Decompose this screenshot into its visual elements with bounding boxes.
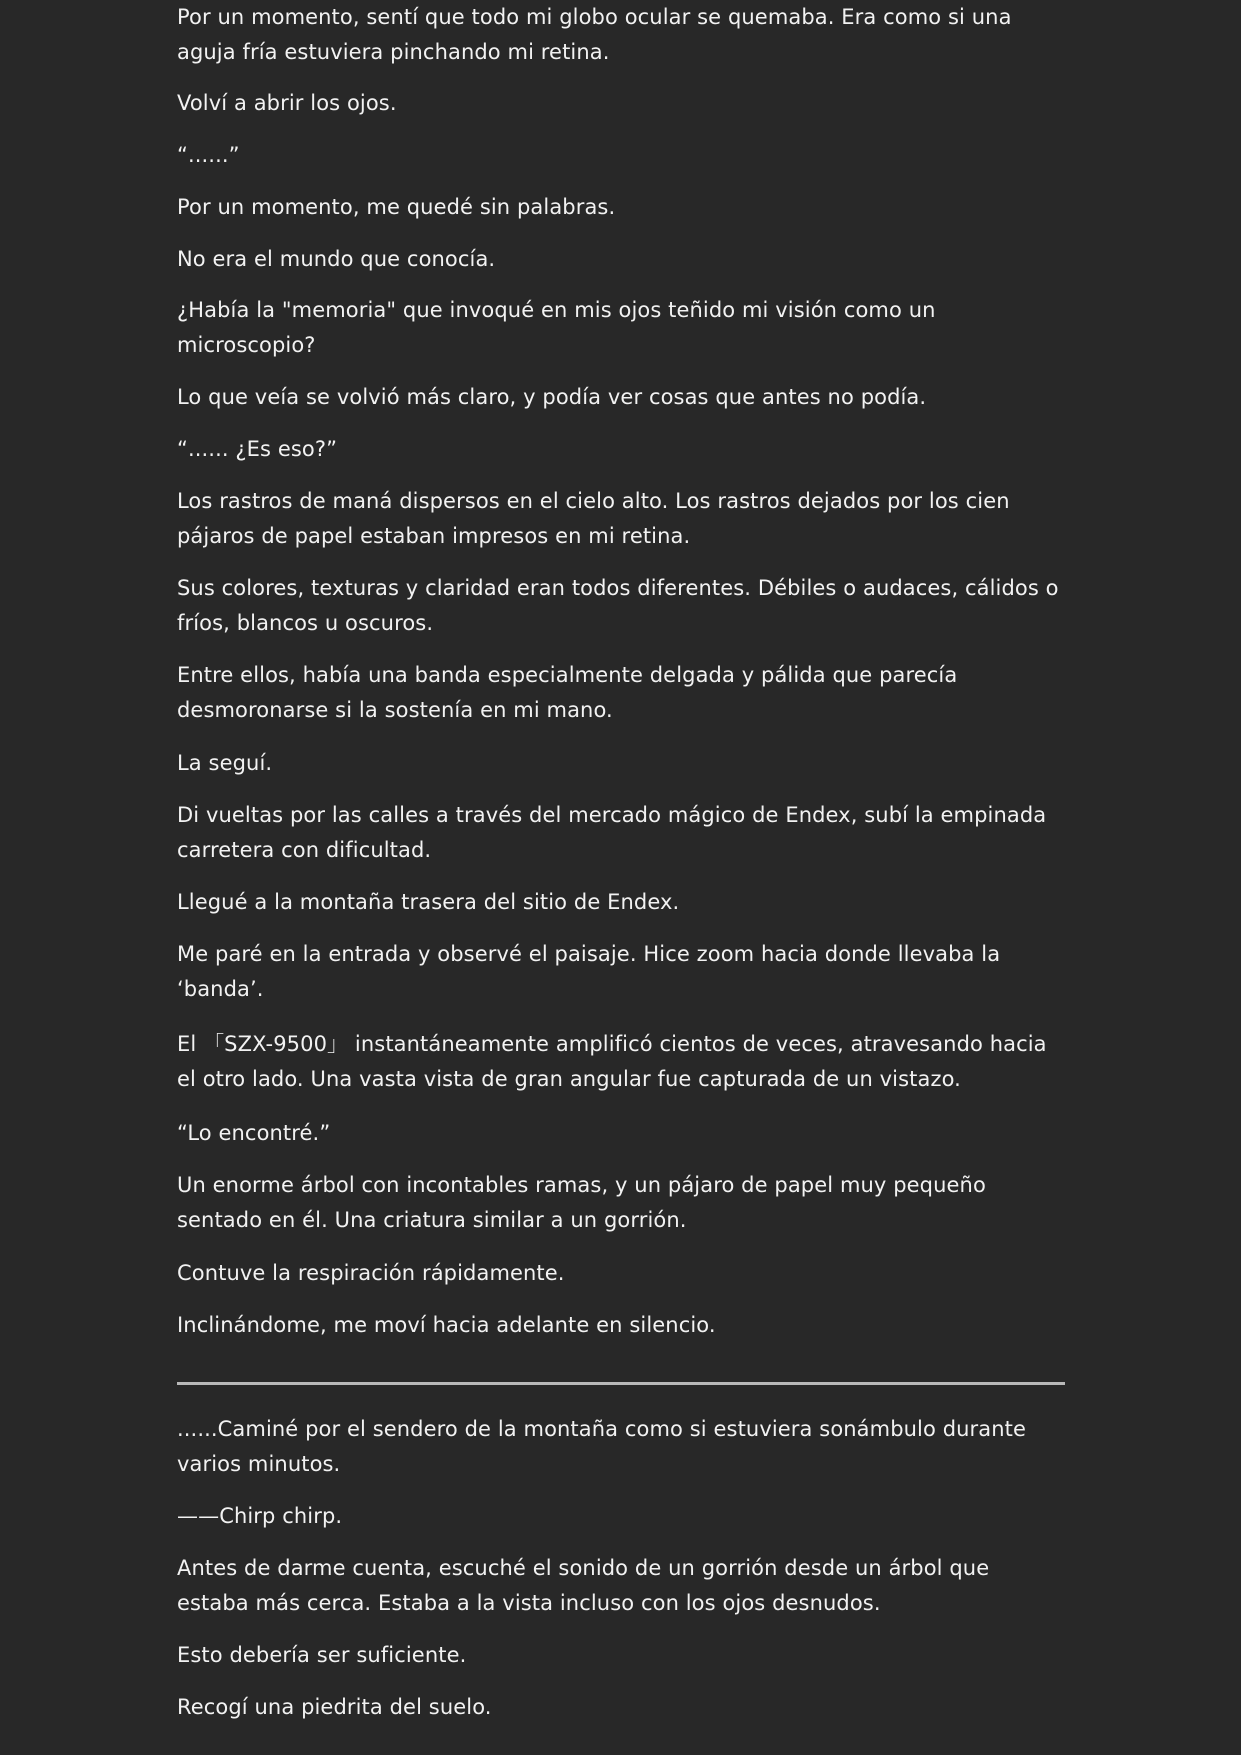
paragraph: El 「SZX-9500」 instantáneamente amplificó cientos de veces, atravesando hacia el otro lado. Una vasta vista de gran angular fue capturada de un vistazo. (177, 1032, 1047, 1091)
paragraph: Entre ellos, había una banda especialmente delgada y pálida que parecía desmoronarse si la sostenía en mi mano. (177, 663, 958, 722)
paragraph: Di vueltas por las calles a través del mercado mágico de Endex, subí la empinada carretera con dificultad. (177, 803, 1047, 862)
paragraph: Por un momento, me quedé sin palabras. (177, 195, 616, 219)
paragraph: Un enorme árbol con incontables ramas, y un pájaro de papel muy pequeño sentado en él. Una criatura similar a un gorrión. (177, 1173, 986, 1232)
paragraph: “...... ¿Es eso?” (177, 437, 338, 461)
paragraph: Me paré en la entrada y observé el paisaje. Hice zoom hacia donde llevaba la ‘banda’. (177, 942, 1001, 1001)
paragraph: Sus colores, texturas y claridad eran todos diferentes. Débiles o audaces, cálidos o fríos, blancos u oscuros. (177, 576, 1059, 635)
paragraph: “Lo encontré.” (177, 1121, 331, 1145)
section-divider (177, 1382, 1065, 1385)
paragraph: Por un momento, sentí que todo mi globo ocular se quemaba. Era como si una aguja fría estuviera pinchando mi retina. (177, 5, 1012, 64)
paragraph: ¿Había la "memoria" que invoqué en mis ojos teñido mi visión como un microscopio? (177, 298, 936, 357)
paragraph: No era el mundo que conocía. (177, 247, 496, 271)
paragraph: Recogí una piedrita del suelo. (177, 1695, 492, 1719)
paragraph: ......Caminé por el sendero de la montaña como si estuviera sonámbulo durante varios minutos. (177, 1417, 1027, 1476)
paragraph: “......” (177, 143, 240, 167)
paragraph: Esto debería ser suficiente. (177, 1643, 467, 1667)
paragraph: Llegué a la montaña trasera del sitio de Endex. (177, 890, 680, 914)
paragraph: Contuve la respiración rápidamente. (177, 1261, 565, 1285)
paragraph: ——Chirp chirp. (177, 1504, 343, 1528)
paragraph: Antes de darme cuenta, escuché el sonido de un gorrión desde un árbol que estaba más cerca. Estaba a la vista incluso con los ojos desnudos. (177, 1556, 990, 1615)
paragraph: La seguí. (177, 751, 273, 775)
paragraph: Inclinándome, me moví hacia adelante en silencio. (177, 1313, 716, 1337)
paragraph: Volví a abrir los ojos. (177, 91, 397, 115)
paragraph: Los rastros de maná dispersos en el cielo alto. Los rastros dejados por los cien pájaros de papel estaban impresos en mi retina. (177, 489, 1010, 548)
paragraph: Lo que veía se volvió más claro, y podía ver cosas que antes no podía. (177, 385, 927, 409)
